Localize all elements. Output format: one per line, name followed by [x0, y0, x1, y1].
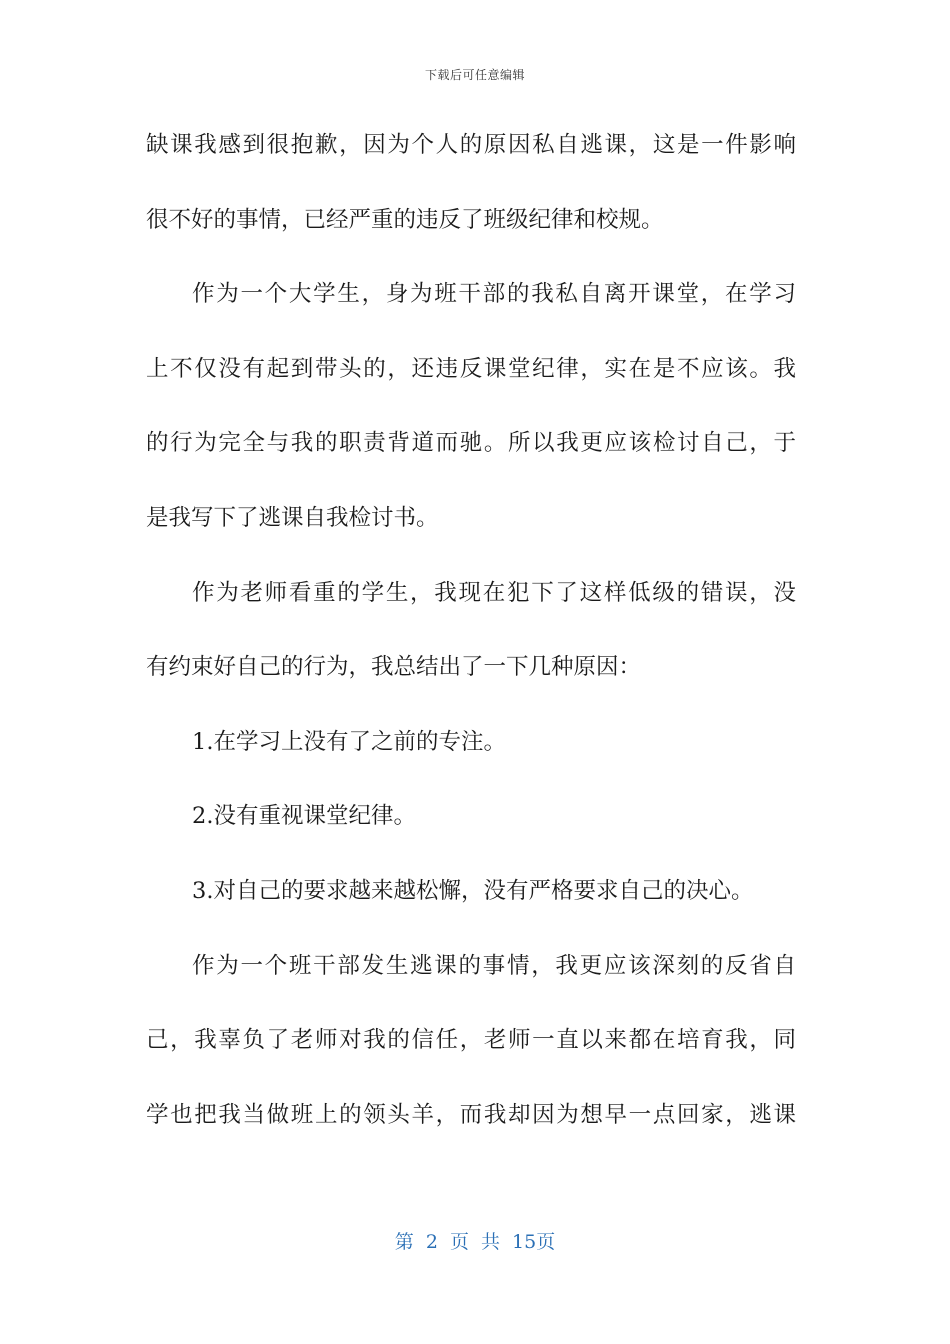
text-line: 学也把我当做班上的领头羊，而我却因为想早一点回家，逃课: [146, 1101, 796, 1128]
text-line: 上不仅没有起到带头的，还违反课堂纪律，实在是不应该。我: [146, 355, 796, 382]
list-item: 3.对自己的要求越来越松懈，没有严格要求自己的决心。: [192, 877, 754, 904]
list-item: 2.没有重视课堂纪律。: [192, 803, 416, 830]
text-line: 己，我辜负了老师对我的信任，老师一直以来都在培育我，同: [146, 1027, 796, 1054]
document-body: [146, 128, 796, 1172]
text-line: 作为老师看重的学生，我现在犯下了这样低级的错误，没: [192, 579, 796, 606]
text-line: 缺课我感到很抱歉，因为个人的原因私自逃课，这是一件影响: [146, 132, 796, 158]
header-note: 下载后可任意编辑: [424, 68, 525, 82]
text-line: 很不好的事情，已经严重的违反了班级纪律和校规。: [146, 206, 664, 233]
text-line: 作为一个班干部发生逃课的事情，我更应该深刻的反省自: [192, 952, 796, 979]
page-number: 第 2 页 共 15页: [394, 1231, 556, 1253]
text-line: 是我写下了逃课自我检讨书。: [146, 504, 439, 531]
text-line: 的行为完全与我的职责背道而驰。所以我更应该检讨自己，于: [146, 430, 796, 457]
text-line: 有约束好自己的行为，我总结出了一下几种原因：: [146, 654, 642, 681]
list-item: 1.在学习上没有了之前的专注。: [192, 728, 506, 755]
text-line: 作为一个大学生，身为班干部的我私自离开课堂，在学习: [192, 281, 796, 308]
